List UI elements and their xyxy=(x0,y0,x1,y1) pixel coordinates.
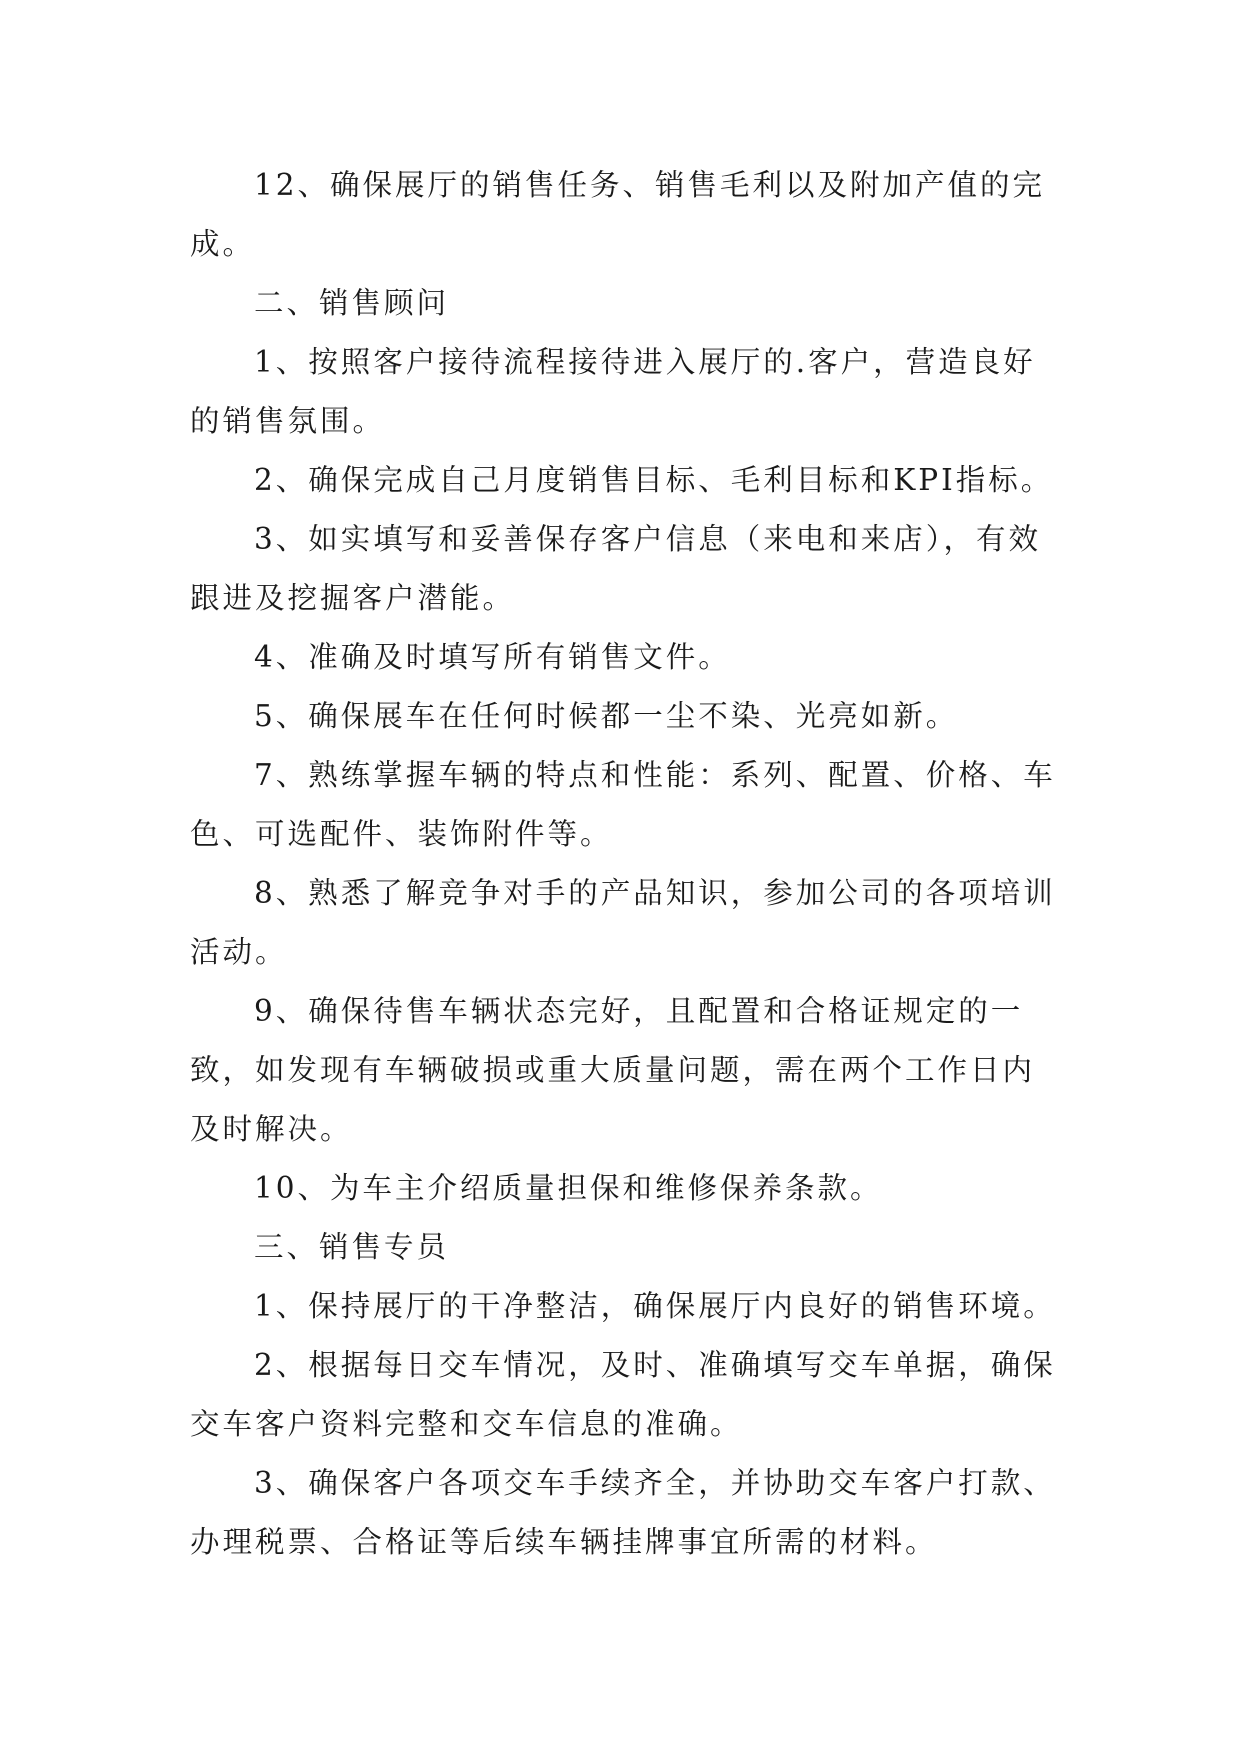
paragraph-item-4: 4、准确及时填写所有销售文件。 xyxy=(254,640,731,674)
paragraph-item-10: 10、为车主介绍质量担保和维修保养条款。 xyxy=(254,1171,883,1205)
paragraph-item-1: 1、按照客户接待流程接待进入展厅的.客户，营造良好的销售氛围。 xyxy=(190,345,1036,438)
paragraph-item-2: 2、确保完成自己月度销售目标、毛利目标和KPI指标。 xyxy=(254,463,1054,497)
section-heading-sales-consultant: 二、销售顾问 xyxy=(254,286,450,320)
paragraph-item-7: 7、熟练掌握车辆的特点和性能：系列、配置、价格、车色、可选配件、装饰附件等。 xyxy=(190,758,1056,851)
paragraph-item-3: 3、如实填写和妥善保存客户信息（来电和来店），有效跟进及挖掘客户潜能。 xyxy=(190,522,1042,615)
paragraph-item-specialist-1: 1、保持展厅的干净整洁，确保展厅内良好的销售环境。 xyxy=(254,1289,1056,1323)
paragraph-item-specialist-3: 3、确保客户各项交车手续齐全，并协助交车客户打款、办理税票、合格证等后续车辆挂牌事宜所需的材料。 xyxy=(190,1466,1056,1559)
paragraph-item-9: 9、确保待售车辆状态完好，且配置和合格证规定的一致，如发现有车辆破损或重大质量问题，需在两个工作日内及时解决。 xyxy=(190,994,1036,1146)
paragraph-item-specialist-2: 2、根据每日交车情况，及时、准确填写交车单据，确保交车客户资料完整和交车信息的准确。 xyxy=(190,1348,1056,1441)
paragraph-item-12: 12、确保展厅的销售任务、销售毛利以及附加产值的完成。 xyxy=(190,168,1046,261)
paragraph-item-8: 8、熟悉了解竞争对手的产品知识，参加公司的各项培训活动。 xyxy=(190,876,1056,969)
paragraph-item-5: 5、确保展车在任何时候都一尘不染、光亮如新。 xyxy=(254,699,959,733)
document-page xyxy=(190,156,1062,1572)
section-heading-sales-specialist: 三、销售专员 xyxy=(254,1230,450,1264)
